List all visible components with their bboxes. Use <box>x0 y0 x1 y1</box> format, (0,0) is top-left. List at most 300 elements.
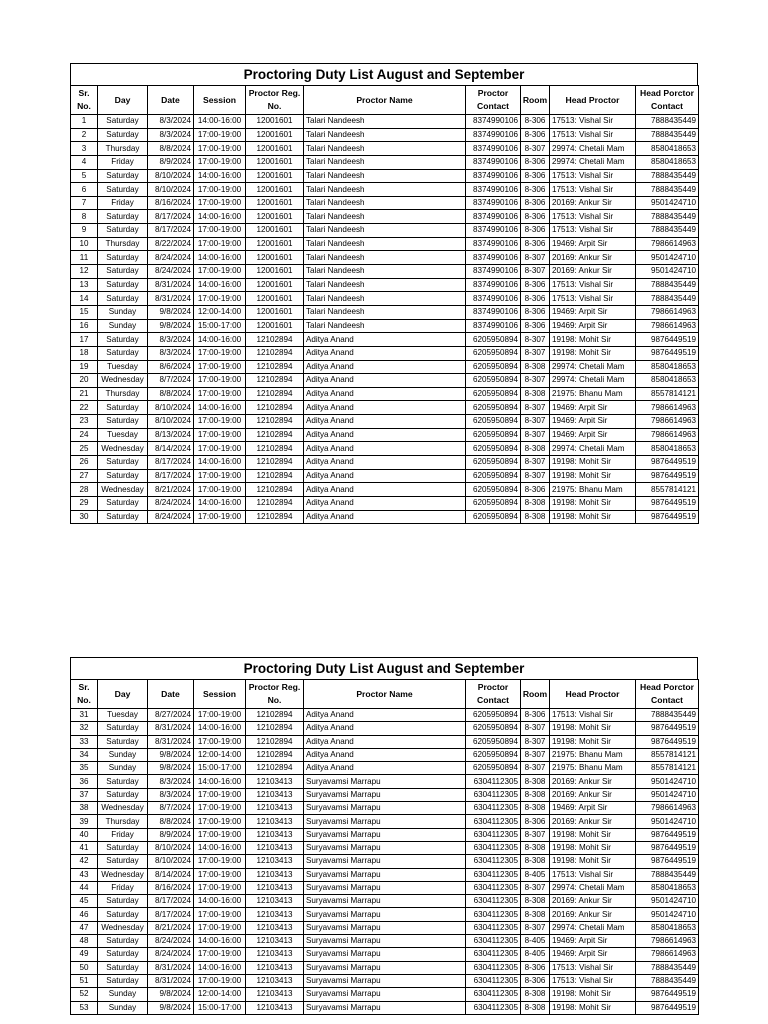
cell-sr: 25 <box>71 442 98 456</box>
cell-head-contact: 8580418653 <box>636 374 699 388</box>
cell-name: Talari Nandeesh <box>304 196 466 210</box>
cell-contact: 6205950894 <box>466 483 521 497</box>
cell-session: 17:00-19:00 <box>194 709 246 722</box>
cell-room: 8-307 <box>521 881 550 894</box>
cell-sr: 28 <box>71 483 98 497</box>
cell-day: Saturday <box>98 496 148 510</box>
cell-room: 8-308 <box>521 387 550 401</box>
cell-head: 20169: Ankur Sir <box>550 815 636 828</box>
cell-day: Saturday <box>98 775 148 788</box>
cell-contact: 6304112305 <box>466 802 521 815</box>
cell-reg: 12103413 <box>246 828 304 841</box>
cell-head-contact: 9501424710 <box>636 251 699 265</box>
cell-sr: 10 <box>71 237 98 251</box>
cell-name: Talari Nandeesh <box>304 115 466 129</box>
cell-date: 8/14/2024 <box>148 442 194 456</box>
cell-sr: 15 <box>71 305 98 319</box>
table-row <box>71 828 699 841</box>
cell-name: Suryavamsi Marrapu <box>304 775 466 788</box>
col-header-reg: Proctor Reg. No. <box>246 680 304 709</box>
cell-contact: 8374990106 <box>466 196 521 210</box>
cell-reg: 12001601 <box>246 224 304 238</box>
cell-session: 17:00-19:00 <box>194 802 246 815</box>
header-row <box>71 680 699 709</box>
cell-name: Suryavamsi Marrapu <box>304 961 466 974</box>
table-row <box>71 183 699 197</box>
cell-day: Saturday <box>98 948 148 961</box>
cell-name: Talari Nandeesh <box>304 292 466 306</box>
cell-head-contact: 7888435449 <box>636 278 699 292</box>
cell-date: 8/7/2024 <box>148 802 194 815</box>
cell-room: 8-307 <box>521 762 550 775</box>
cell-room: 8-307 <box>521 415 550 429</box>
cell-session: 17:00-19:00 <box>194 128 246 142</box>
cell-room: 8-306 <box>521 128 550 142</box>
cell-reg: 12103413 <box>246 974 304 987</box>
cell-room: 8-307 <box>521 722 550 735</box>
cell-head-contact: 7986614963 <box>636 935 699 948</box>
cell-contact: 6304112305 <box>466 908 521 921</box>
col-header-session: Session <box>194 86 246 115</box>
cell-date: 9/8/2024 <box>148 762 194 775</box>
cell-room: 8-307 <box>521 333 550 347</box>
cell-reg: 12001601 <box>246 128 304 142</box>
cell-session: 17:00-19:00 <box>194 815 246 828</box>
cell-day: Tuesday <box>98 360 148 374</box>
cell-session: 17:00-19:00 <box>194 415 246 429</box>
table-row <box>71 456 699 470</box>
cell-session: 17:00-19:00 <box>194 881 246 894</box>
table-title: Proctoring Duty List August and September <box>70 63 698 85</box>
cell-sr: 48 <box>71 935 98 948</box>
cell-reg: 12102894 <box>246 456 304 470</box>
cell-head-contact: 7888435449 <box>636 210 699 224</box>
cell-day: Saturday <box>98 935 148 948</box>
cell-date: 8/24/2024 <box>148 496 194 510</box>
cell-head-contact: 8580418653 <box>636 155 699 169</box>
cell-head-contact: 8557814121 <box>636 748 699 761</box>
cell-head: 29974: Chetali Mam <box>550 921 636 934</box>
cell-room: 8-308 <box>521 442 550 456</box>
cell-name: Talari Nandeesh <box>304 155 466 169</box>
cell-head: 19198: Mohit Sir <box>550 496 636 510</box>
cell-date: 8/10/2024 <box>148 169 194 183</box>
cell-head-contact: 7888435449 <box>636 292 699 306</box>
cell-sr: 26 <box>71 456 98 470</box>
col-header-reg: Proctor Reg. No. <box>246 86 304 115</box>
cell-head: 19198: Mohit Sir <box>550 735 636 748</box>
cell-session: 17:00-19:00 <box>194 469 246 483</box>
cell-contact: 6304112305 <box>466 961 521 974</box>
cell-head-contact: 9876449519 <box>636 496 699 510</box>
cell-date: 8/8/2024 <box>148 815 194 828</box>
cell-session: 14:00-16:00 <box>194 251 246 265</box>
cell-day: Saturday <box>98 855 148 868</box>
table-row <box>71 895 699 908</box>
cell-name: Aditya Anand <box>304 442 466 456</box>
col-header-head: Head Proctor <box>550 680 636 709</box>
cell-session: 17:00-19:00 <box>194 868 246 881</box>
cell-session: 14:00-16:00 <box>194 841 246 854</box>
cell-day: Sunday <box>98 988 148 1001</box>
cell-contact: 6205950894 <box>466 387 521 401</box>
cell-contact: 8374990106 <box>466 265 521 279</box>
cell-day: Saturday <box>98 788 148 801</box>
cell-day: Saturday <box>98 183 148 197</box>
cell-contact: 6304112305 <box>466 828 521 841</box>
cell-date: 8/24/2024 <box>148 265 194 279</box>
cell-day: Saturday <box>98 128 148 142</box>
cell-room: 8-306 <box>521 292 550 306</box>
cell-name: Aditya Anand <box>304 709 466 722</box>
cell-name: Aditya Anand <box>304 333 466 347</box>
cell-date: 8/3/2024 <box>148 333 194 347</box>
cell-day: Saturday <box>98 401 148 415</box>
cell-head: 20169: Ankur Sir <box>550 908 636 921</box>
cell-sr: 12 <box>71 265 98 279</box>
table-row <box>71 115 699 129</box>
cell-head: 17513: Vishal Sir <box>550 961 636 974</box>
col-header-head: Head Proctor <box>550 86 636 115</box>
cell-head: 19469: Arpit Sir <box>550 802 636 815</box>
cell-head: 20169: Ankur Sir <box>550 775 636 788</box>
cell-name: Talari Nandeesh <box>304 278 466 292</box>
cell-sr: 9 <box>71 224 98 238</box>
cell-head-contact: 7986614963 <box>636 305 699 319</box>
cell-sr: 49 <box>71 948 98 961</box>
table-row <box>71 935 699 948</box>
cell-session: 17:00-19:00 <box>194 142 246 156</box>
cell-session: 15:00-17:00 <box>194 1001 246 1014</box>
cell-sr: 30 <box>71 510 98 524</box>
cell-date: 8/9/2024 <box>148 828 194 841</box>
cell-head-contact: 7986614963 <box>636 948 699 961</box>
cell-name: Suryavamsi Marrapu <box>304 1001 466 1014</box>
cell-contact: 6304112305 <box>466 855 521 868</box>
cell-head: 17513: Vishal Sir <box>550 128 636 142</box>
cell-contact: 6205950894 <box>466 735 521 748</box>
cell-head: 19198: Mohit Sir <box>550 510 636 524</box>
cell-contact: 8374990106 <box>466 169 521 183</box>
cell-day: Tuesday <box>98 428 148 442</box>
cell-head-contact: 7986614963 <box>636 319 699 333</box>
cell-reg: 12001601 <box>246 169 304 183</box>
cell-contact: 6205950894 <box>466 456 521 470</box>
cell-head-contact: 9876449519 <box>636 510 699 524</box>
cell-head-contact: 9876449519 <box>636 469 699 483</box>
cell-day: Sunday <box>98 762 148 775</box>
cell-room: 8-306 <box>521 237 550 251</box>
cell-room: 8-307 <box>521 374 550 388</box>
cell-name: Suryavamsi Marrapu <box>304 988 466 1001</box>
cell-date: 8/10/2024 <box>148 183 194 197</box>
cell-contact: 6205950894 <box>466 762 521 775</box>
col-header-contact: Proctor Contact <box>466 680 521 709</box>
table-row <box>71 319 699 333</box>
cell-head-contact: 9876449519 <box>636 456 699 470</box>
cell-date: 8/21/2024 <box>148 483 194 497</box>
cell-sr: 37 <box>71 788 98 801</box>
col-header-room: Room <box>521 86 550 115</box>
cell-reg: 12001601 <box>246 251 304 265</box>
cell-contact: 8374990106 <box>466 237 521 251</box>
cell-head: 19469: Arpit Sir <box>550 319 636 333</box>
cell-room: 8-306 <box>521 709 550 722</box>
cell-day: Wednesday <box>98 868 148 881</box>
cell-contact: 6304112305 <box>466 1001 521 1014</box>
table-row <box>71 496 699 510</box>
cell-reg: 12103413 <box>246 868 304 881</box>
cell-contact: 6304112305 <box>466 841 521 854</box>
table-body <box>71 115 699 524</box>
cell-name: Talari Nandeesh <box>304 251 466 265</box>
cell-session: 17:00-19:00 <box>194 735 246 748</box>
table-row <box>71 292 699 306</box>
cell-head: 19198: Mohit Sir <box>550 346 636 360</box>
cell-room: 8-308 <box>521 775 550 788</box>
cell-sr: 38 <box>71 802 98 815</box>
cell-name: Talari Nandeesh <box>304 183 466 197</box>
cell-name: Suryavamsi Marrapu <box>304 921 466 934</box>
cell-sr: 34 <box>71 748 98 761</box>
cell-session: 17:00-19:00 <box>194 442 246 456</box>
cell-day: Saturday <box>98 346 148 360</box>
cell-head: 21975: Bhanu Mam <box>550 762 636 775</box>
cell-room: 8-306 <box>521 305 550 319</box>
cell-name: Suryavamsi Marrapu <box>304 828 466 841</box>
cell-room: 8-307 <box>521 748 550 761</box>
cell-session: 17:00-19:00 <box>194 196 246 210</box>
cell-sr: 31 <box>71 709 98 722</box>
cell-head: 17513: Vishal Sir <box>550 868 636 881</box>
cell-date: 8/13/2024 <box>148 428 194 442</box>
cell-session: 17:00-19:00 <box>194 974 246 987</box>
cell-day: Saturday <box>98 415 148 429</box>
cell-sr: 35 <box>71 762 98 775</box>
cell-contact: 6304112305 <box>466 868 521 881</box>
cell-session: 14:00-16:00 <box>194 210 246 224</box>
cell-reg: 12001601 <box>246 292 304 306</box>
cell-head: 29974: Chetali Mam <box>550 142 636 156</box>
cell-contact: 6205950894 <box>466 401 521 415</box>
cell-contact: 6205950894 <box>466 722 521 735</box>
table-row <box>71 881 699 894</box>
cell-sr: 40 <box>71 828 98 841</box>
cell-day: Friday <box>98 196 148 210</box>
table-row <box>71 374 699 388</box>
cell-room: 8-307 <box>521 921 550 934</box>
cell-date: 8/10/2024 <box>148 841 194 854</box>
cell-head: 19198: Mohit Sir <box>550 1001 636 1014</box>
cell-head: 19198: Mohit Sir <box>550 469 636 483</box>
cell-contact: 8374990106 <box>466 115 521 129</box>
cell-session: 17:00-19:00 <box>194 183 246 197</box>
cell-session: 17:00-19:00 <box>194 483 246 497</box>
cell-reg: 12102894 <box>246 428 304 442</box>
cell-contact: 6304112305 <box>466 775 521 788</box>
cell-contact: 6205950894 <box>466 415 521 429</box>
cell-reg: 12103413 <box>246 921 304 934</box>
cell-head-contact: 7888435449 <box>636 974 699 987</box>
cell-day: Saturday <box>98 961 148 974</box>
table-row <box>71 775 699 788</box>
cell-name: Suryavamsi Marrapu <box>304 868 466 881</box>
cell-date: 8/24/2024 <box>148 510 194 524</box>
cell-contact: 8374990106 <box>466 155 521 169</box>
table-row <box>71 278 699 292</box>
cell-name: Talari Nandeesh <box>304 128 466 142</box>
table-row <box>71 1001 699 1014</box>
cell-date: 9/8/2024 <box>148 1001 194 1014</box>
cell-room: 8-306 <box>521 815 550 828</box>
table-row <box>71 469 699 483</box>
cell-reg: 12001601 <box>246 265 304 279</box>
cell-head: 19198: Mohit Sir <box>550 333 636 347</box>
cell-head-contact: 8580418653 <box>636 881 699 894</box>
table-row <box>71 762 699 775</box>
cell-room: 8-307 <box>521 828 550 841</box>
cell-head-contact: 7986614963 <box>636 428 699 442</box>
table-row <box>71 748 699 761</box>
cell-name: Suryavamsi Marrapu <box>304 855 466 868</box>
cell-date: 8/27/2024 <box>148 709 194 722</box>
table-row <box>71 961 699 974</box>
cell-date: 8/31/2024 <box>148 292 194 306</box>
cell-room: 8-307 <box>521 456 550 470</box>
cell-room: 8-308 <box>521 841 550 854</box>
cell-room: 8-405 <box>521 948 550 961</box>
cell-name: Aditya Anand <box>304 387 466 401</box>
cell-room: 8-306 <box>521 155 550 169</box>
cell-day: Wednesday <box>98 802 148 815</box>
col-header-name: Proctor Name <box>304 86 466 115</box>
cell-name: Aditya Anand <box>304 360 466 374</box>
table-row <box>71 483 699 497</box>
cell-head: 29974: Chetali Mam <box>550 374 636 388</box>
cell-session: 14:00-16:00 <box>194 115 246 129</box>
cell-name: Aditya Anand <box>304 428 466 442</box>
cell-reg: 12001601 <box>246 319 304 333</box>
cell-name: Aditya Anand <box>304 762 466 775</box>
cell-head-contact: 7888435449 <box>636 115 699 129</box>
cell-date: 9/8/2024 <box>148 305 194 319</box>
cell-sr: 50 <box>71 961 98 974</box>
cell-day: Tuesday <box>98 709 148 722</box>
cell-name: Talari Nandeesh <box>304 169 466 183</box>
cell-session: 17:00-19:00 <box>194 387 246 401</box>
cell-contact: 6205950894 <box>466 496 521 510</box>
table-row <box>71 237 699 251</box>
cell-sr: 6 <box>71 183 98 197</box>
cell-session: 17:00-19:00 <box>194 855 246 868</box>
col-header-contact: Proctor Contact <box>466 86 521 115</box>
cell-contact: 8374990106 <box>466 142 521 156</box>
table-row <box>71 428 699 442</box>
cell-reg: 12001601 <box>246 155 304 169</box>
cell-name: Aditya Anand <box>304 748 466 761</box>
col-header-head-contact: Head Porctor Contact <box>636 680 699 709</box>
cell-contact: 8374990106 <box>466 128 521 142</box>
table-row <box>71 974 699 987</box>
cell-date: 8/3/2024 <box>148 775 194 788</box>
cell-name: Aditya Anand <box>304 510 466 524</box>
cell-day: Sunday <box>98 1001 148 1014</box>
cell-session: 12:00-14:00 <box>194 305 246 319</box>
cell-room: 8-307 <box>521 428 550 442</box>
col-header-name: Proctor Name <box>304 680 466 709</box>
cell-room: 8-307 <box>521 735 550 748</box>
cell-date: 8/31/2024 <box>148 974 194 987</box>
cell-contact: 6304112305 <box>466 974 521 987</box>
cell-contact: 6304112305 <box>466 988 521 1001</box>
cell-room: 8-306 <box>521 210 550 224</box>
cell-name: Talari Nandeesh <box>304 224 466 238</box>
cell-session: 15:00-17:00 <box>194 319 246 333</box>
cell-date: 8/3/2024 <box>148 115 194 129</box>
col-header-date: Date <box>148 680 194 709</box>
cell-head-contact: 9501424710 <box>636 895 699 908</box>
cell-head: 29974: Chetali Mam <box>550 881 636 894</box>
cell-head-contact: 9876449519 <box>636 346 699 360</box>
cell-room: 8-306 <box>521 961 550 974</box>
cell-day: Saturday <box>98 456 148 470</box>
cell-name: Talari Nandeesh <box>304 265 466 279</box>
cell-date: 8/24/2024 <box>148 935 194 948</box>
cell-head: 17513: Vishal Sir <box>550 974 636 987</box>
cell-head: 19469: Arpit Sir <box>550 415 636 429</box>
cell-sr: 3 <box>71 142 98 156</box>
cell-head: 29974: Chetali Mam <box>550 442 636 456</box>
cell-sr: 21 <box>71 387 98 401</box>
cell-session: 17:00-19:00 <box>194 948 246 961</box>
table-row <box>71 722 699 735</box>
cell-reg: 12001601 <box>246 196 304 210</box>
cell-date: 8/24/2024 <box>148 948 194 961</box>
cell-day: Saturday <box>98 292 148 306</box>
cell-reg: 12001601 <box>246 142 304 156</box>
cell-name: Talari Nandeesh <box>304 319 466 333</box>
col-header-sr: Sr. No. <box>71 680 98 709</box>
cell-head: 20169: Ankur Sir <box>550 788 636 801</box>
cell-name: Suryavamsi Marrapu <box>304 841 466 854</box>
cell-day: Saturday <box>98 735 148 748</box>
cell-room: 8-307 <box>521 401 550 415</box>
cell-contact: 6304112305 <box>466 935 521 948</box>
cell-reg: 12001601 <box>246 305 304 319</box>
cell-sr: 18 <box>71 346 98 360</box>
cell-room: 8-308 <box>521 855 550 868</box>
cell-date: 8/24/2024 <box>148 251 194 265</box>
cell-reg: 12103413 <box>246 802 304 815</box>
cell-date: 9/8/2024 <box>148 988 194 1001</box>
cell-room: 8-307 <box>521 469 550 483</box>
cell-day: Wednesday <box>98 483 148 497</box>
cell-room: 8-306 <box>521 319 550 333</box>
table-row <box>71 333 699 347</box>
cell-head-contact: 9501424710 <box>636 775 699 788</box>
cell-date: 8/3/2024 <box>148 346 194 360</box>
cell-session: 14:00-16:00 <box>194 775 246 788</box>
cell-reg: 12102894 <box>246 510 304 524</box>
cell-room: 8-306 <box>521 196 550 210</box>
cell-session: 17:00-19:00 <box>194 265 246 279</box>
cell-sr: 8 <box>71 210 98 224</box>
cell-head: 19198: Mohit Sir <box>550 456 636 470</box>
cell-head-contact: 9501424710 <box>636 908 699 921</box>
cell-head-contact: 7986614963 <box>636 237 699 251</box>
duty-table <box>70 679 699 1015</box>
cell-name: Aditya Anand <box>304 483 466 497</box>
